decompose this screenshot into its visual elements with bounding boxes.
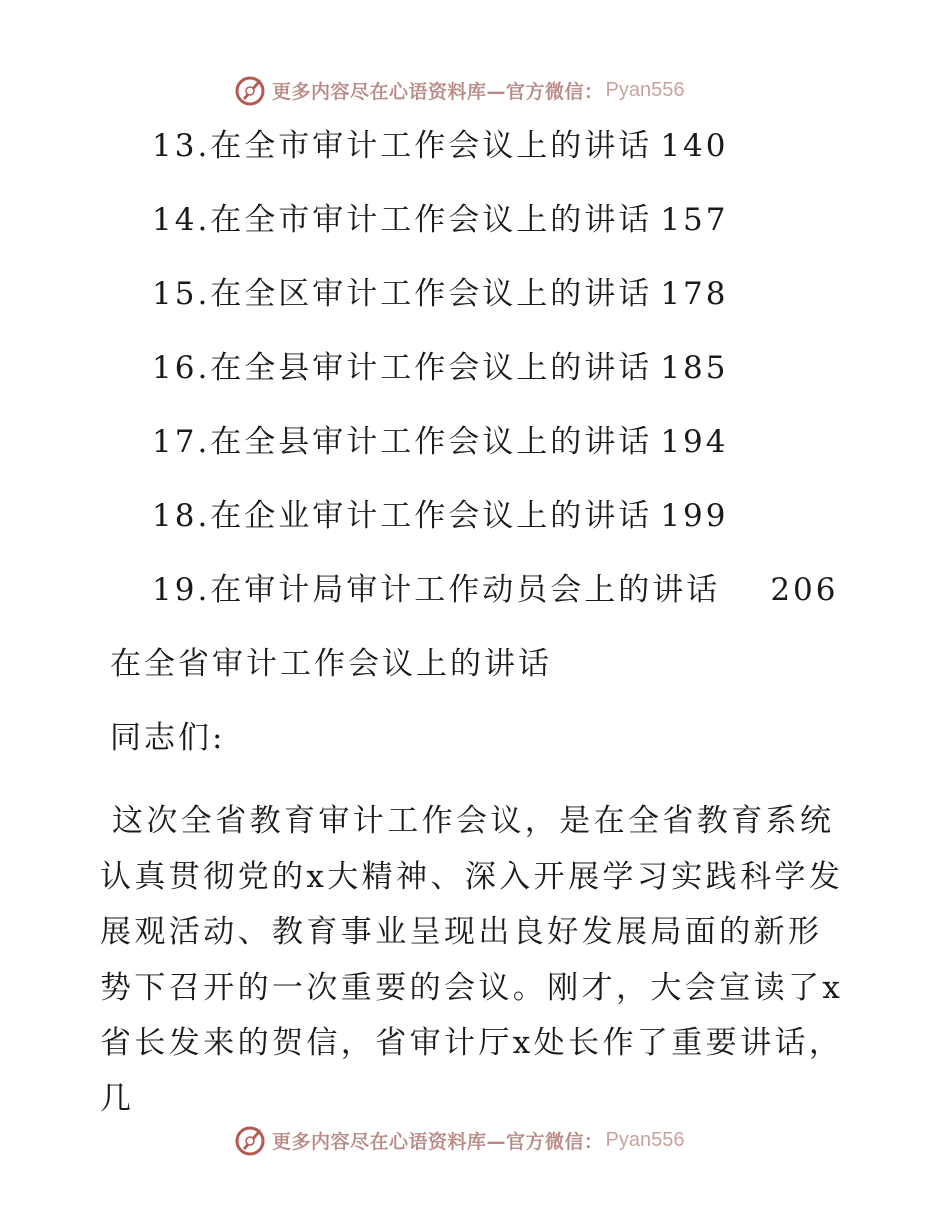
watermark-account: Pyan556 [605, 78, 685, 101]
watermark-text: 更多内容尽在心语资料库—官方微信： [272, 80, 604, 103]
toc-entry [152, 274, 728, 314]
toc-entry-title: 14.在全市审计工作会议上的讲话 [152, 202, 653, 238]
footer-watermark [234, 1122, 684, 1158]
toc-entry-title: 15.在全区审计工作会议上的讲话 [152, 276, 653, 312]
toc-entry [152, 126, 728, 166]
header-watermark [234, 72, 684, 108]
pen-logo-icon [234, 1123, 268, 1157]
pen-logo-icon [234, 73, 268, 107]
watermark-account: Pyan556 [605, 1128, 685, 1151]
toc-entry-page: 206 [770, 572, 839, 608]
toc-entry [152, 496, 728, 536]
toc-entry [152, 570, 838, 610]
toc-entry-title: 17.在全县审计工作会议上的讲话 [152, 424, 653, 460]
toc-entry-title: 18.在企业审计工作会议上的讲话 [152, 498, 653, 534]
toc-entry [152, 200, 728, 240]
toc-entry-title: 13.在全市审计工作会议上的讲话 [152, 128, 653, 164]
speech-title: 在全省审计工作会议上的讲话 [110, 646, 552, 682]
toc-entry [152, 422, 728, 462]
toc-entry-page: 157 [660, 202, 729, 238]
speech-paragraph: 这次全省教育审计工作会议，是在全省教育系统认真贯彻党的x大精神、深入开展学习实践科学发展观活动、教育事业呈现出良好发展局面的新形势下召开的一次重要的会议。刚才，大会宣读了x省长发来的贺信，省审计厅x处长作了重要讲话，几 [100, 803, 844, 1117]
toc-entry-title: 16.在全县审计工作会议上的讲话 [152, 350, 653, 386]
toc-entry-page: 140 [660, 128, 729, 164]
toc-entry-page: 178 [660, 276, 729, 312]
toc-entry [152, 348, 728, 388]
toc-entry-title: 19.在审计局审计工作动员会上的讲话 [152, 572, 721, 608]
toc-entry-page: 185 [660, 350, 729, 386]
speech-salutation: 同志们: [110, 720, 226, 756]
toc-entry-page: 199 [660, 498, 729, 534]
toc-entry-page: 194 [660, 424, 729, 460]
watermark-text: 更多内容尽在心语资料库—官方微信： [272, 1130, 604, 1153]
